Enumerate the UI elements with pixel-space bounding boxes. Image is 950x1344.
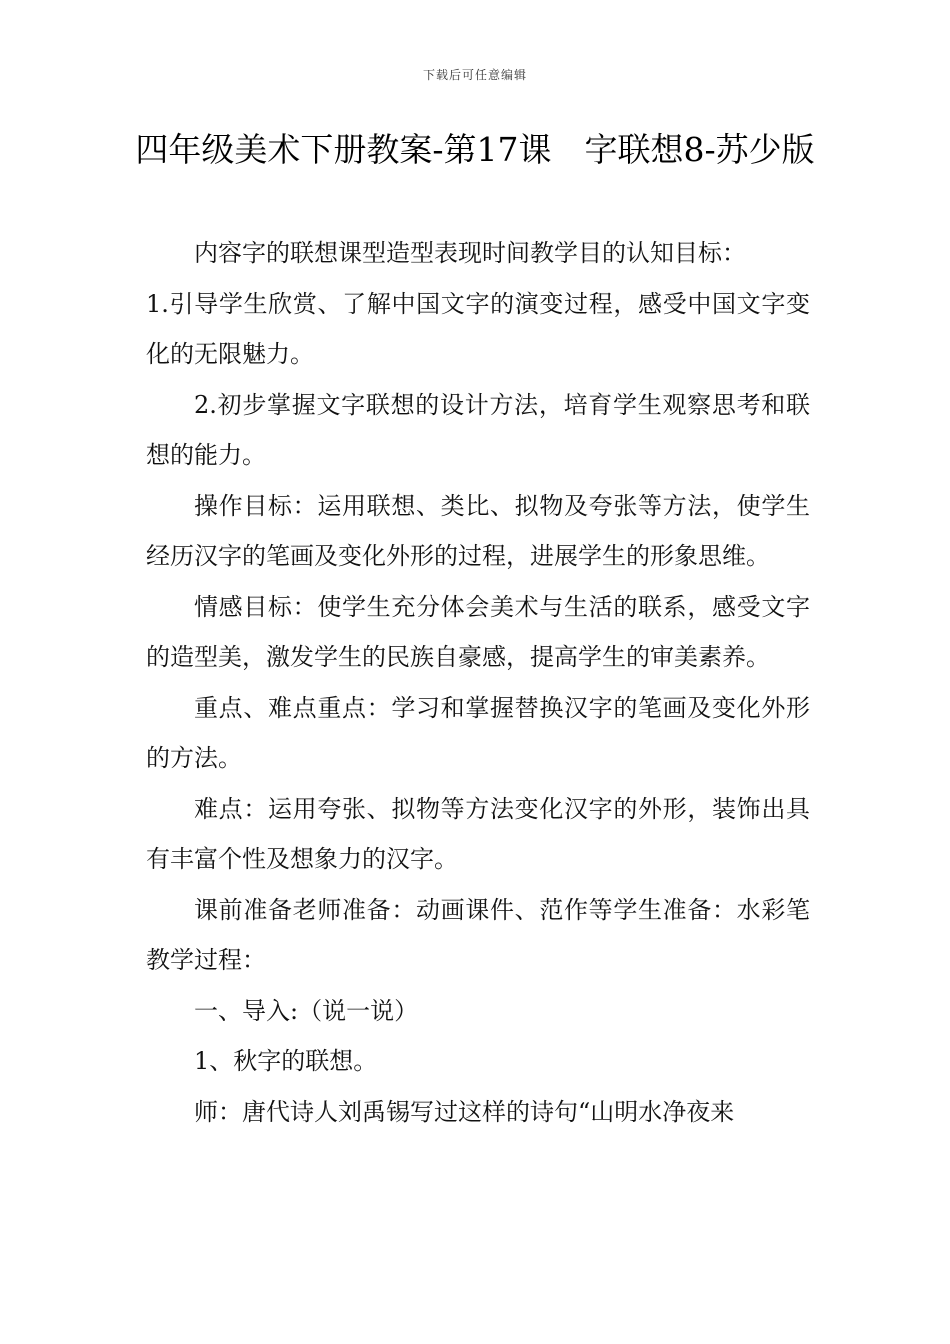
paragraph-preparation: 课前准备老师准备：动画课件、范作等学生准备：水彩笔教学过程：: [146, 895, 810, 974]
paragraph-difficulty: 难点：运用夸张、拟物等方法变化汉字的外形，装饰出具有丰富个性及想象力的汉字。: [146, 794, 810, 873]
paragraph-key-points: 重点、难点重点：学习和掌握替换汉字的笔画及变化外形的方法。: [146, 693, 810, 772]
paragraph-section-intro: 一、导入:（说一说）: [194, 996, 419, 1025]
paragraph-autumn-word: 1、秋字的联想。: [194, 1047, 378, 1075]
document-body: [146, 228, 810, 1137]
paragraph-goal-2: 2.初步掌握文字联想的设计方法，培育学生观察思考和联想的能力。: [146, 390, 810, 469]
document-title: 四年级美术下册教案-第17课 字联想8-苏少版: [135, 130, 815, 169]
paragraph-emotion-goal: 情感目标：使学生充分体会美术与生活的联系，感受文字的造型美，激发学生的民族自豪感，提高学生的审美素养。: [146, 592, 810, 671]
paragraph-intro: 内容字的联想课型造型表现时间教学目的认知目标：: [194, 239, 746, 267]
paragraph-goal-1: 1.引导学生欣赏、了解中国文字的演变过程，感受中国文字变化的无限魅力。: [146, 289, 810, 368]
paragraph-teacher-quote: 师：唐代诗人刘禹锡写过这样的诗句“山明水净夜来: [194, 1097, 735, 1126]
paragraph-operation-goal: 操作目标：运用联想、类比、拟物及夸张等方法，使学生经历汉字的笔画及变化外形的过程，进展学生的形象思维。: [146, 491, 810, 570]
header-note: 下载后可任意编辑: [422, 68, 527, 82]
